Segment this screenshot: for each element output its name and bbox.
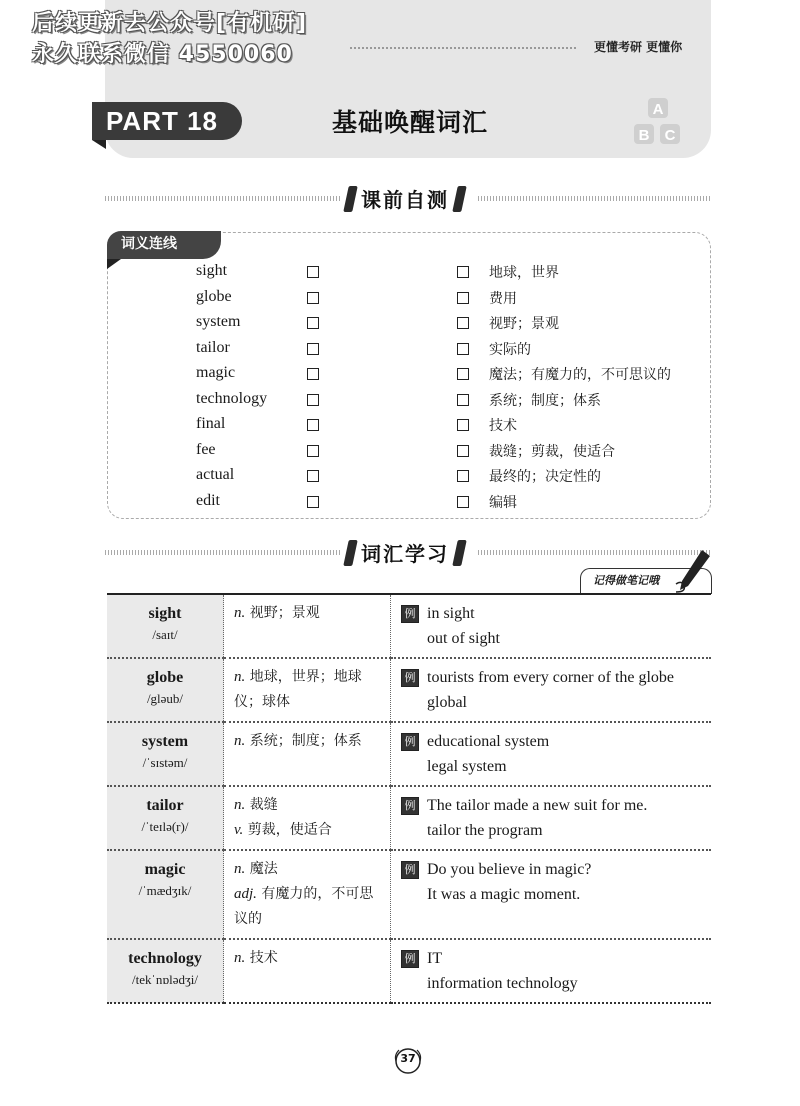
example-phrase: information technology [427,975,578,992]
checkbox-word[interactable] [307,343,319,355]
matching-row [0,492,800,517]
example-marker-icon: 例 [401,950,419,968]
abc-letter-b: B [638,127,650,144]
part-of-speech: n. [234,861,246,877]
vocab-table [107,593,711,1004]
page-title: 基础唤醒词汇 [331,108,488,137]
word-cell [107,722,224,786]
example-phrase: educational system [427,733,550,750]
section-bar-right [452,540,467,566]
definition-cell [224,658,391,722]
definition-text: 地球，世界；地球仪；球体 [234,669,362,710]
checkbox-word[interactable] [307,445,319,457]
matching-word: actual [196,466,235,483]
example-cell [391,594,712,658]
word-cell [107,594,224,658]
section-rule-left [105,196,341,201]
vocab-row [107,939,711,1003]
definition-line [234,818,382,843]
matching-definition: 技术 [489,418,517,434]
example-cell [391,850,712,939]
part-badge: PART 18 [92,102,242,140]
checkbox-word[interactable] [307,470,319,482]
matching-word: fee [196,440,216,458]
definition-line [234,665,382,715]
example-phrase: global [427,694,467,711]
vocab-row [107,850,711,939]
word-cell [107,850,224,939]
vocab-row [107,722,711,786]
example-phrase: It was a magic moment. [427,886,581,903]
definition-text: 魔法 [249,861,278,877]
matching-definition: 系统；制度；体系 [489,392,601,409]
example-phrase: The tailor made a new suit for me. [427,797,648,814]
example-cell [391,786,712,850]
part-of-speech: v. [234,822,244,838]
checkbox-definition[interactable] [457,343,469,355]
checkbox-definition[interactable] [457,368,469,380]
matching-definition: 裁缝；剪裁，使适合 [489,443,615,460]
pronunciation: /tekˈnɒlədʒi/ [132,972,198,987]
checkbox-definition[interactable] [457,266,469,278]
matching-word: globe [196,287,232,305]
definition-text: 系统；制度；体系 [249,733,362,749]
checkbox-definition[interactable] [457,394,469,406]
matching-row [0,364,800,389]
matching-word: final [196,415,226,432]
part-of-speech: n. [234,605,246,621]
matching-word: tailor [196,338,230,356]
section-title: 词汇学习 [361,542,449,566]
checkbox-definition[interactable] [457,445,469,457]
watermark-line-1: 后续更新去公众号[有机研] [32,11,308,36]
vocab-row [107,594,711,658]
example-marker-icon: 例 [401,733,419,751]
matching-tag: 词义连线 [107,231,221,259]
page-number: 37 [400,1052,416,1065]
definition-text: 视野；景观 [249,605,320,621]
definition-text: 有魔力的，不可思议的 [234,886,374,927]
example-phrase: tailor the program [427,822,543,839]
section-bar-right [452,186,467,212]
example-marker-icon: 例 [401,861,419,879]
word-cell [107,939,224,1003]
matching-definition: 视野；景观 [489,316,559,332]
matching-definition: 最终的；决定性的 [489,469,601,485]
section-heading-pre-class [346,184,464,213]
matching-word: system [196,313,241,330]
matching-definition: 地球，世界 [489,265,559,281]
pen-icon [672,548,712,594]
matching-word: edit [196,491,220,509]
checkbox-word[interactable] [307,266,319,278]
headword: technology [128,950,202,967]
definition-text: 裁缝 [249,797,278,813]
part-of-speech: n. [234,797,246,813]
example-marker-icon: 例 [401,797,419,815]
slogan-dotted-line [350,47,576,49]
part-of-speech: n. [234,950,246,966]
word-cell [107,658,224,722]
example-phrase: in sight [427,605,475,622]
part-of-speech: n. [234,669,246,685]
definition-text: 技术 [249,950,278,966]
watermark-line-2: 永久联系微信 4550060 [32,42,293,67]
example-marker-icon: 例 [401,669,419,687]
pronunciation: /ˈteɪlə(r)/ [141,819,189,834]
definition-cell [224,939,391,1003]
example-cell [391,939,712,1003]
definition-line [234,601,382,626]
matching-definition: 魔法；有魔力的，不可思议的 [489,367,671,383]
abc-letter-c: C [664,127,676,144]
matching-row [0,390,800,415]
abc-letter-a: A [652,101,664,118]
matching-definition: 实际的 [489,341,531,358]
definition-line [234,946,382,971]
checkbox-word[interactable] [307,317,319,329]
example-marker-icon: 例 [401,605,419,623]
checkbox-definition[interactable] [457,419,469,431]
part-badge-fold [92,140,106,149]
example-cell [391,658,712,722]
checkbox-definition[interactable] [457,470,469,482]
definition-line [234,793,382,818]
matching-word: magic [196,364,236,381]
note-reminder-tab: 记得做笔记哦 [580,568,712,594]
example-cell [391,722,712,786]
section-title: 课前自测 [361,188,449,212]
word-cell [107,786,224,850]
checkbox-word[interactable] [307,368,319,380]
headword: tailor [146,797,184,814]
definition-cell [224,850,391,939]
definition-text: 剪裁，使适合 [247,822,332,838]
definition-cell [224,594,391,658]
matching-row [0,415,800,440]
checkbox-word[interactable] [307,496,319,508]
checkbox-definition[interactable] [457,496,469,508]
matching-row [0,441,800,466]
section-rule-right [478,196,712,201]
part-of-speech: n. [234,733,246,749]
headword: system [141,733,189,750]
headword: globe [146,669,184,686]
checkbox-definition[interactable] [457,292,469,304]
checkbox-definition[interactable] [457,317,469,329]
definition-line [234,857,382,882]
example-phrase: out of sight [427,630,500,647]
pronunciation: /ˈsɪstəm/ [142,755,188,770]
header-slogan: 更懂考研 更懂你 [594,40,683,54]
pronunciation: /gləub/ [146,691,184,706]
vocab-row [107,658,711,722]
vocab-row [107,786,711,850]
matching-row [0,262,800,287]
example-phrase: tourists from every corner of the globe [427,669,675,686]
matching-row [0,288,800,313]
definition-line [234,882,382,932]
section-bar-left [343,186,358,212]
section-bar-left [343,540,358,566]
pronunciation: /saɪt/ [152,627,178,642]
section-heading-vocab [346,538,464,567]
matching-row [0,339,800,364]
definition-line [234,729,382,754]
matching-definition: 费用 [489,290,517,307]
matching-row [0,466,800,491]
checkbox-word[interactable] [307,292,319,304]
definition-cell [224,722,391,786]
part-of-speech: adj. [234,886,257,902]
matching-definition: 编辑 [489,494,517,511]
checkbox-word[interactable] [307,394,319,406]
section-rule-left [105,550,341,555]
watermark [32,8,307,70]
matching-word: technology [196,389,268,407]
matching-word: sight [196,262,228,279]
pronunciation: /ˈmædʒɪk/ [138,883,192,898]
headword: sight [148,605,182,622]
abc-blocks-icon [630,96,686,148]
headword: magic [144,861,186,878]
example-phrase: Do you believe in magic? [427,861,592,878]
checkbox-word[interactable] [307,419,319,431]
definition-cell [224,786,391,850]
example-phrase: legal system [427,758,507,775]
example-phrase: IT [427,950,443,967]
matching-row [0,313,800,338]
